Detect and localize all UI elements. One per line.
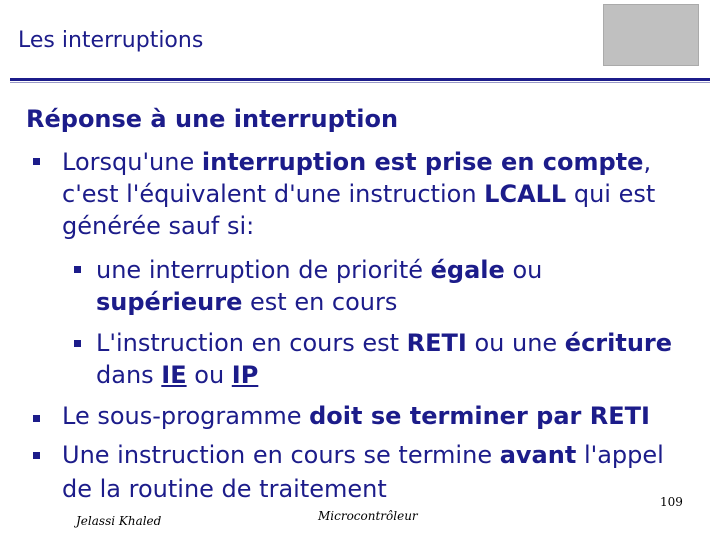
footer-subject: Microcontrôleur bbox=[318, 509, 418, 523]
emphasis: égale bbox=[430, 256, 505, 284]
sub-bullet-icon bbox=[74, 340, 81, 347]
emphasis: interruption est prise en compte bbox=[201, 148, 644, 176]
text: ou bbox=[504, 256, 543, 284]
page-number: 109 bbox=[660, 495, 683, 509]
bullet-icon bbox=[33, 158, 40, 165]
text: une interruption de priorité bbox=[96, 256, 431, 284]
text: dans bbox=[96, 361, 162, 389]
emphasis: doit se terminer par RETI bbox=[309, 402, 650, 430]
text: l'appel bbox=[576, 441, 664, 469]
emphasis: RETI bbox=[406, 329, 467, 357]
bullet-1-line-1 bbox=[62, 146, 651, 178]
text: Le sous-programme bbox=[62, 402, 310, 430]
text: de la routine de traitement bbox=[62, 475, 387, 503]
sub-bullet-1-line-1 bbox=[96, 254, 542, 286]
slide-title: Les interruptions bbox=[18, 28, 204, 53]
text: L'instruction en cours est bbox=[96, 329, 407, 357]
sub-bullet-2-line-1 bbox=[96, 327, 672, 359]
register-ie: IE bbox=[161, 361, 187, 389]
emphasis: supérieure bbox=[96, 288, 243, 316]
emphasis: écriture bbox=[564, 329, 673, 357]
section-title: Réponse à une interruption bbox=[26, 105, 399, 133]
sub-bullet-icon bbox=[74, 266, 81, 273]
header-divider-thin bbox=[10, 82, 710, 83]
bullet-icon bbox=[33, 452, 40, 459]
header-divider bbox=[10, 78, 710, 81]
footer-author: Jelassi Khaled bbox=[76, 514, 162, 528]
bullet-3-line-1 bbox=[62, 439, 664, 471]
emphasis: LCALL bbox=[484, 180, 567, 208]
text: ou une bbox=[466, 329, 565, 357]
bullet-icon bbox=[33, 415, 40, 422]
bullet-2 bbox=[62, 400, 650, 432]
text: générée sauf si: bbox=[62, 212, 255, 240]
text: Lorsqu'une bbox=[62, 148, 202, 176]
sub-bullet-1-line-2 bbox=[96, 286, 397, 318]
bullet-1-line-3 bbox=[62, 210, 254, 242]
bullet-1-line-2 bbox=[62, 178, 655, 210]
header-decoration-box bbox=[603, 4, 699, 66]
bullet-3-line-2 bbox=[62, 473, 387, 505]
text: est en cours bbox=[242, 288, 398, 316]
sub-bullet-2-line-2 bbox=[96, 359, 258, 391]
text: Une instruction en cours se termine bbox=[62, 441, 500, 469]
emphasis: avant bbox=[499, 441, 577, 469]
text: c'est l'équivalent d'une instruction bbox=[62, 180, 485, 208]
text: , bbox=[643, 148, 652, 176]
register-ip: IP bbox=[231, 361, 259, 389]
text: ou bbox=[186, 361, 232, 389]
text: qui est bbox=[566, 180, 656, 208]
